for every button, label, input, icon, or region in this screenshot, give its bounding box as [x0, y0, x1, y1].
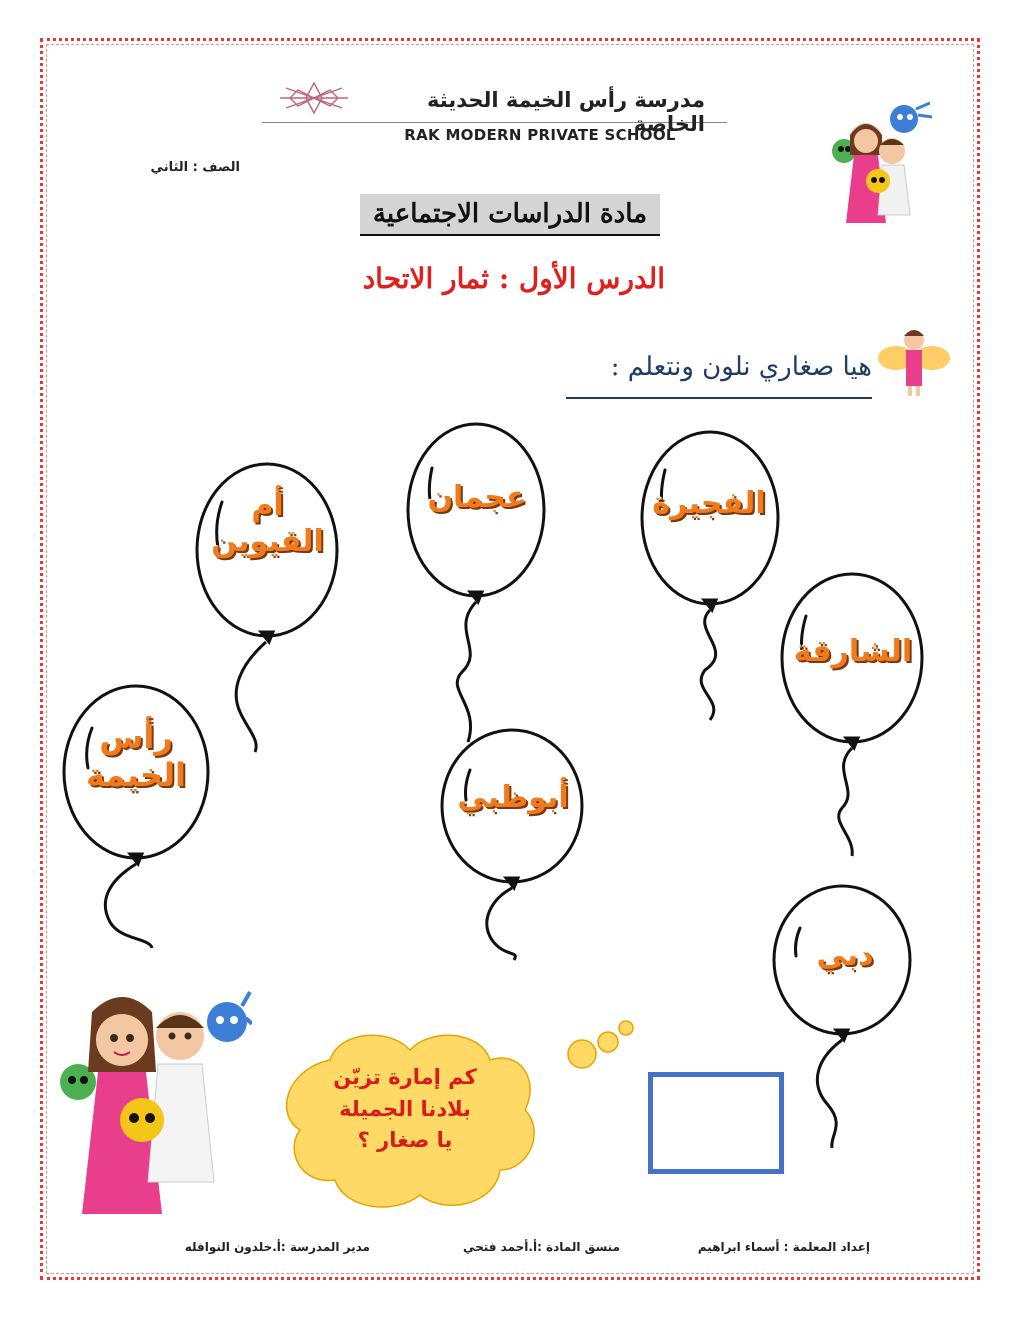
school-name-english: RAK MODERN PRIVATE SCHOOL: [404, 126, 676, 144]
kids-group-illustration-icon: [52, 982, 252, 1220]
balloon-label-fujairah: الفجيرة: [652, 486, 766, 521]
footer-teacher: إعداد المعلمة : أسماء ابراهيم: [697, 1240, 870, 1254]
lesson-title: الدرس الأول : ثمار الاتحاد: [362, 262, 665, 295]
subject-title: مادة الدراسات الاجتماعية: [360, 194, 660, 236]
balloon-label-sharjah: الشارقة: [793, 634, 913, 669]
school-name-arabic: مدرسة رأس الخيمة الحديثة الخاصة: [427, 88, 705, 136]
balloon-label-umm-al-quwain: أم القيوين: [211, 488, 324, 559]
grade-label: الصف : الثاني: [150, 160, 240, 175]
footer-coordinator: منسق المادة :أ.أحمد فتحي: [462, 1240, 620, 1254]
balloon-label-abu-dhabi: أبوظبي: [457, 780, 569, 815]
footer-principal: مدير المدرسة :أ.خلدون النوافله: [184, 1240, 370, 1254]
answer-box[interactable]: [648, 1072, 784, 1174]
balloon-label-dubai: دبي: [816, 938, 874, 973]
question-text: كم إمارة تزيّن بلادنا الجميلة يا صغار ؟: [333, 1065, 477, 1152]
balloon-label-ajman: عجمان: [427, 480, 527, 515]
balloon-label-ras-al-khaimah: رأس الخيمة: [86, 718, 186, 795]
instruction-prompt: هيا صغاري نلون ونتعلم :: [610, 352, 872, 382]
